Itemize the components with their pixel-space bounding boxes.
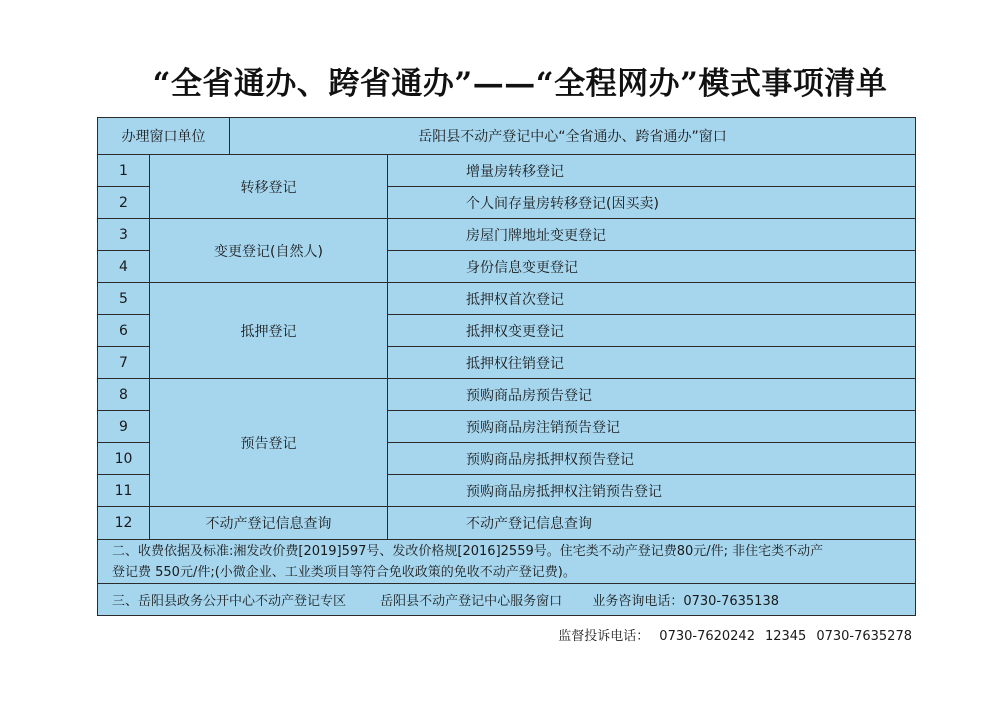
item-cell: 身份信息变更登记 — [388, 251, 916, 283]
service-list-table — [97, 117, 916, 616]
table-row — [98, 379, 916, 411]
complaint-phone: 0730-7620242 — [659, 629, 755, 644]
complaint-hotline — [558, 625, 912, 644]
fee-note-line: 登记费 550元/件;(小微企业、工业类项目等符合免收政策的免收不动产登记费)。 — [112, 564, 576, 580]
table-row — [98, 155, 916, 187]
row-number: 10 — [98, 443, 150, 475]
header-row — [98, 118, 916, 155]
item-cell: 增量房转移登记 — [388, 155, 916, 187]
service-place: 三、岳阳县政务公开中心不动产登记专区 — [112, 594, 347, 609]
category-cell: 转移登记 — [150, 155, 388, 219]
page-title: “全省通办、跨省通办”——“全程网办”模式事项清单 — [152, 66, 888, 102]
fee-note-line: 二、收费依据及标准:湘发改价费[2019]597号、发改价格规[2016]2559号。住宅类不动产登记费80元/件; 非住宅类不动产 — [112, 543, 824, 559]
item-cell: 房屋门牌地址变更登记 — [388, 219, 916, 251]
item-cell: 抵押权往销登记 — [388, 347, 916, 379]
item-cell: 预购商品房预告登记 — [388, 379, 916, 411]
complaint-phone: 0730-7635278 — [816, 629, 912, 644]
complaint-label: 监督投诉电话： — [558, 629, 650, 644]
unit-value: 岳阳县不动产登记中心“全省通办、跨省通办”窗口 — [230, 118, 916, 155]
row-number: 8 — [98, 379, 150, 411]
item-cell: 不动产登记信息查询 — [388, 507, 916, 540]
complaint-phone: 12345 — [764, 629, 807, 644]
table-row — [98, 507, 916, 540]
service-window: 岳阳县不动产登记中心服务窗口 — [380, 594, 563, 609]
item-cell: 预购商品房注销预告登记 — [388, 411, 916, 443]
item-cell: 预购商品房抵押权注销预告登记 — [388, 475, 916, 507]
category-cell: 预告登记 — [150, 379, 388, 507]
table-row — [98, 283, 916, 315]
category-cell: 抵押登记 — [150, 283, 388, 379]
row-number: 6 — [98, 315, 150, 347]
category-cell: 变更登记(自然人) — [150, 219, 388, 283]
row-number: 2 — [98, 187, 150, 219]
service-location-row — [98, 584, 916, 616]
row-number: 4 — [98, 251, 150, 283]
item-cell: 抵押权首次登记 — [388, 283, 916, 315]
row-number: 1 — [98, 155, 150, 187]
item-cell: 个人间存量房转移登记(因买卖) — [388, 187, 916, 219]
row-number: 9 — [98, 411, 150, 443]
service-hotline: 业务咨询电话：0730-7635138 — [592, 594, 779, 609]
fee-note-row — [98, 540, 916, 584]
fee-note — [98, 540, 916, 584]
service-location — [98, 584, 916, 616]
row-number: 11 — [98, 475, 150, 507]
row-number: 12 — [98, 507, 150, 540]
table-row — [98, 219, 916, 251]
row-number: 7 — [98, 347, 150, 379]
item-cell: 抵押权变更登记 — [388, 315, 916, 347]
row-number: 3 — [98, 219, 150, 251]
category-cell: 不动产登记信息查询 — [150, 507, 388, 540]
unit-label: 办理窗口单位 — [98, 118, 230, 155]
row-number: 5 — [98, 283, 150, 315]
item-cell: 预购商品房抵押权预告登记 — [388, 443, 916, 475]
